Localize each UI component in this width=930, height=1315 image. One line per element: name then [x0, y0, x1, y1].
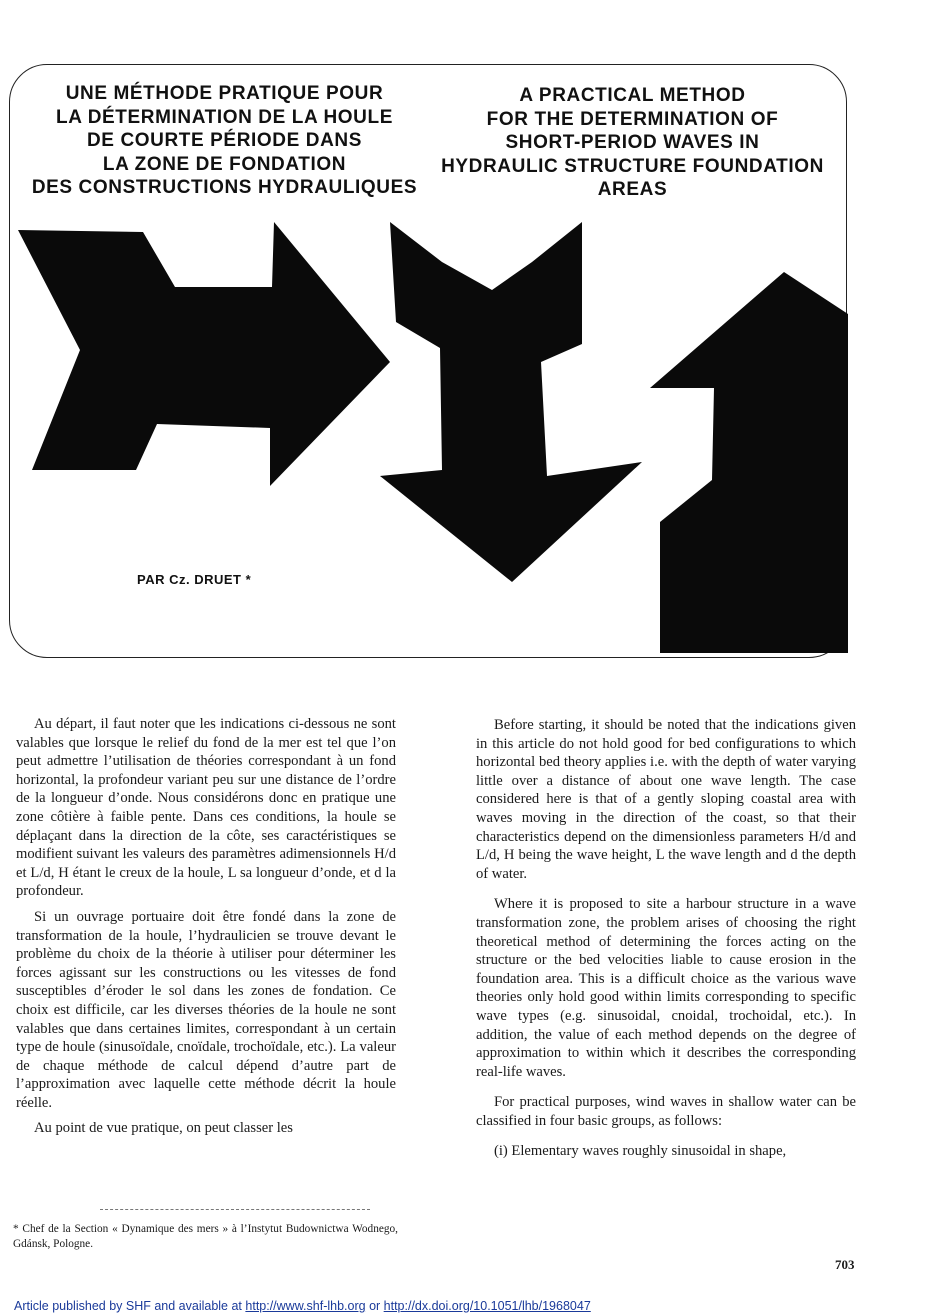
paragraph: Where it is proposed to site a harbour structure in a wave transformation zone, the problem arises of choosing the right theoretical method of determining the forces acting on the structure or the bed velocities liable to cause erosion in the foundation area. This is a difficult choice as the various wave theories only hold good within limits corresponding to specific wave types (e.g. sinusoidal, cnoidal, trochoidal, etc.). In addition, the value of each method depends on the degree of approximation to within which it describes the corresponding real-life waves.: [476, 896, 856, 1080]
down-arrow-shape: [380, 222, 642, 582]
english-column: [476, 716, 856, 1173]
footnote-divider: [100, 1209, 370, 1210]
french-column: [16, 715, 396, 1145]
shf-link[interactable]: http://www.shf-lhb.org: [245, 1299, 366, 1313]
publication-footer: [14, 1299, 914, 1313]
author-line: PAR Cz. DRUET *: [137, 572, 252, 587]
paragraph: For practical purposes, wind waves in shallow water can be classified in four basic groups, as follows:: [476, 1094, 856, 1129]
right-arrow-shape: [18, 222, 390, 486]
title-english: A PRACTICAL METHOD FOR THE DETERMINATION OF SHORT-PERIOD WAVES IN HYDRAULIC STRUCTURE FOUNDATION AREAS: [441, 85, 824, 200]
page-number: 703: [835, 1257, 855, 1272]
paragraph: Before starting, it should be noted that the indications given in this article do not hold good for bed configurations to which horizontal bed theory applies i.e. with the depth of water varying little over a distance of about one wave length. The case considered here is that of a gently sloping coastal area with waves moving in the direction of the coast, so that their characteristics depend on the dimensionless parameters H/d and L/d, H being the wave height, L the wave length and d the depth of water.: [476, 717, 856, 882]
doi-link[interactable]: http://dx.doi.org/10.1051/lhb/1968047: [383, 1299, 591, 1313]
footer-middle: or: [365, 1299, 384, 1313]
up-arrow-shape: [650, 272, 848, 653]
title-french: UNE MÉTHODE PRATIQUE POUR LA DÉTERMINATION DE LA HOULE DE COURTE PÉRIODE DANS LA ZONE DE FONDATION DES CONSTRUCTIONS HYDRAULIQUES: [31, 83, 418, 198]
footer-prefix: Article published by SHF and available at: [14, 1299, 246, 1313]
paragraph: (i) Elementary waves roughly sinusoidal in shape,: [494, 1143, 787, 1160]
paragraph: Au départ, il faut noter que les indications ci-dessous ne sont valables que lorsque le relief du fond de la mer est tel que l’on peut admettre l’utilisation de théories correspondant à un fond horizontal, la profondeur variant peu sur une distance de l’ordre de la longueur d’onde. Nous considérons donc en pratique une zone côtière à faible pente. Dans ces conditions, la houle se déplaçant dans la direction de la côte, ses caractéristiques se modifient suivant les valeurs des paramètres adimensionnels H/d et L/d, H étant le creux de la houle, L sa longueur d’onde, et d la profondeur.: [16, 716, 396, 900]
paragraph: Si un ouvrage portuaire doit être fondé dans la zone de transformation de la houle, l’hydraulicien se trouve devant le problème du choix de la théorie à utiliser pour déterminer les forces agissant sur les constructions ou les vitesses de fond susceptibles d’éroder le sol dans les zones de fondation. Ce choix est difficile, car les diverses théories de la houle ne sont valables que dans certaines limites, correspondant à un certain type de houle (sinusoïdale, cnoïdale, trochoïdale, etc.). La valeur de chaque méthode de calcul dépend d’autre part de l’approximation avec laquelle cette méthode décrit la houle réelle.: [16, 908, 396, 1111]
paragraph: Au point de vue pratique, on peut classer les: [34, 1120, 293, 1137]
footnote: * Chef de la Section « Dynamique des mers » à l’Instytut Budownictwa Wodnego, Gdánsk, Pologne.: [13, 1223, 398, 1250]
